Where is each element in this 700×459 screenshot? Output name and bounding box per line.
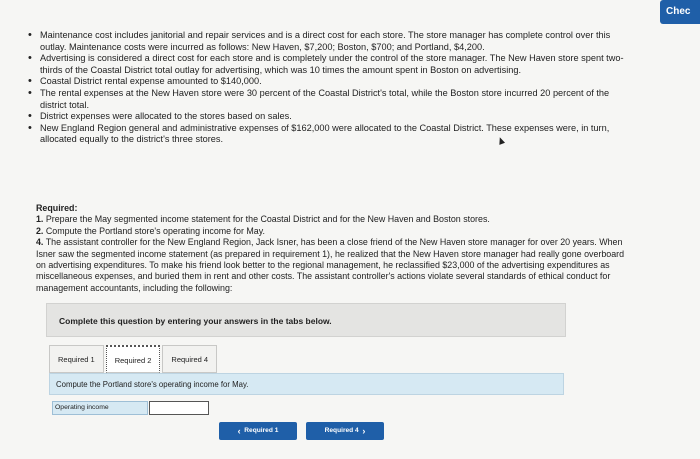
bullet-dot-icon: • xyxy=(28,52,32,65)
bullet-item xyxy=(26,30,636,53)
bullet-text: Advertising is considered a direct cost for each store and is completely under the control of the store manager. The New Haven store spent two-thirds of the Coastal District total outlay for advertising, which was 10 times the amount spent in Boston on advertising. xyxy=(40,53,624,75)
bullet-dot-icon: • xyxy=(28,86,32,99)
required-item-number: 2. xyxy=(36,225,44,236)
required-item-1 xyxy=(36,214,626,225)
bullet-text: Maintenance cost includes janitorial and repair services and is a direct cost for each store. The store manager has complete control over this outlay. Maintenance costs were incurred as follows: New Haven, $7,200; Boston, $700; and Portland, $4,200. xyxy=(40,30,611,52)
check-button[interactable]: Chec xyxy=(660,0,700,24)
bullet-item xyxy=(26,111,636,123)
bullet-dot-icon: • xyxy=(28,110,32,123)
required-item-4 xyxy=(36,237,626,294)
bullet-text: New England Region general and administrative expenses of $162,000 were allocated to the Coastal District. These expenses were, in turn, allocated equally to the district's three stores. xyxy=(40,122,610,145)
required-item-text: Prepare the May segmented income statement for the Coastal District and for the New Haven and Boston stores. xyxy=(45,214,490,225)
bullet-dot-icon: • xyxy=(28,75,32,88)
prev-required-1-button[interactable] xyxy=(219,422,297,440)
instruction-bar: Compute the Portland store's operating income for May. xyxy=(49,373,564,395)
bullet-dot-icon: • xyxy=(28,121,32,134)
prev-button-label: Required 1 xyxy=(244,427,279,434)
requirement-tabs xyxy=(49,345,219,373)
next-button-label: Required 4 xyxy=(324,427,359,434)
bullet-list xyxy=(26,30,636,146)
bullet-item xyxy=(26,53,636,76)
bullet-text: Coastal District rental expense amounted to $140,000. xyxy=(40,76,262,87)
bullet-dot-icon: • xyxy=(28,29,32,41)
bullet-text: District expenses were allocated to the stores based on sales. xyxy=(40,111,292,122)
bullet-item xyxy=(26,88,636,111)
complete-question-banner: Complete this question by entering your answers in the tabs below. xyxy=(46,303,566,337)
tab-required-1[interactable]: Required 1 xyxy=(49,345,104,373)
tab-required-4[interactable]: Required 4 xyxy=(162,345,217,373)
required-section xyxy=(36,203,626,294)
required-title: Required: xyxy=(36,203,78,213)
required-item-text: The assistant controller for the New England Region, Jack Isner, has been a close friend of the New Haven store manager for over 20 years. When Isner saw the segmented income statement (as prepared in requirement 1), he realized that the New Haven store manager had really gone overboard on advertising expenditures. To make his friend look better to the regional management, he reclassified $23,000 of the advertising expenditures as miscellaneous expenses, and buried them in rent and other costs. The assistant controller's actions violate several standards of ethical conduct for management accountants, including the following: xyxy=(36,237,625,293)
tab-required-2[interactable]: Required 2 xyxy=(106,345,161,373)
chevron-right-icon: › xyxy=(362,426,366,436)
required-item-number: 4. xyxy=(36,237,44,248)
operating-income-label: Operating income xyxy=(52,401,148,415)
bullet-text: The rental expenses at the New Haven store were 30 percent of the Coastal District's total, while the Boston store incurred 20 percent of the district total. xyxy=(40,87,610,110)
required-item-number: 1. xyxy=(36,214,44,225)
operating-income-input[interactable] xyxy=(149,401,209,415)
required-item-2 xyxy=(36,226,626,237)
bullet-item xyxy=(26,123,636,146)
next-required-4-button[interactable] xyxy=(306,422,384,440)
bullet-item xyxy=(26,76,636,88)
required-item-text: Compute the Portland store's operating income for May. xyxy=(45,225,265,236)
chevron-left-icon: ‹ xyxy=(237,426,241,436)
